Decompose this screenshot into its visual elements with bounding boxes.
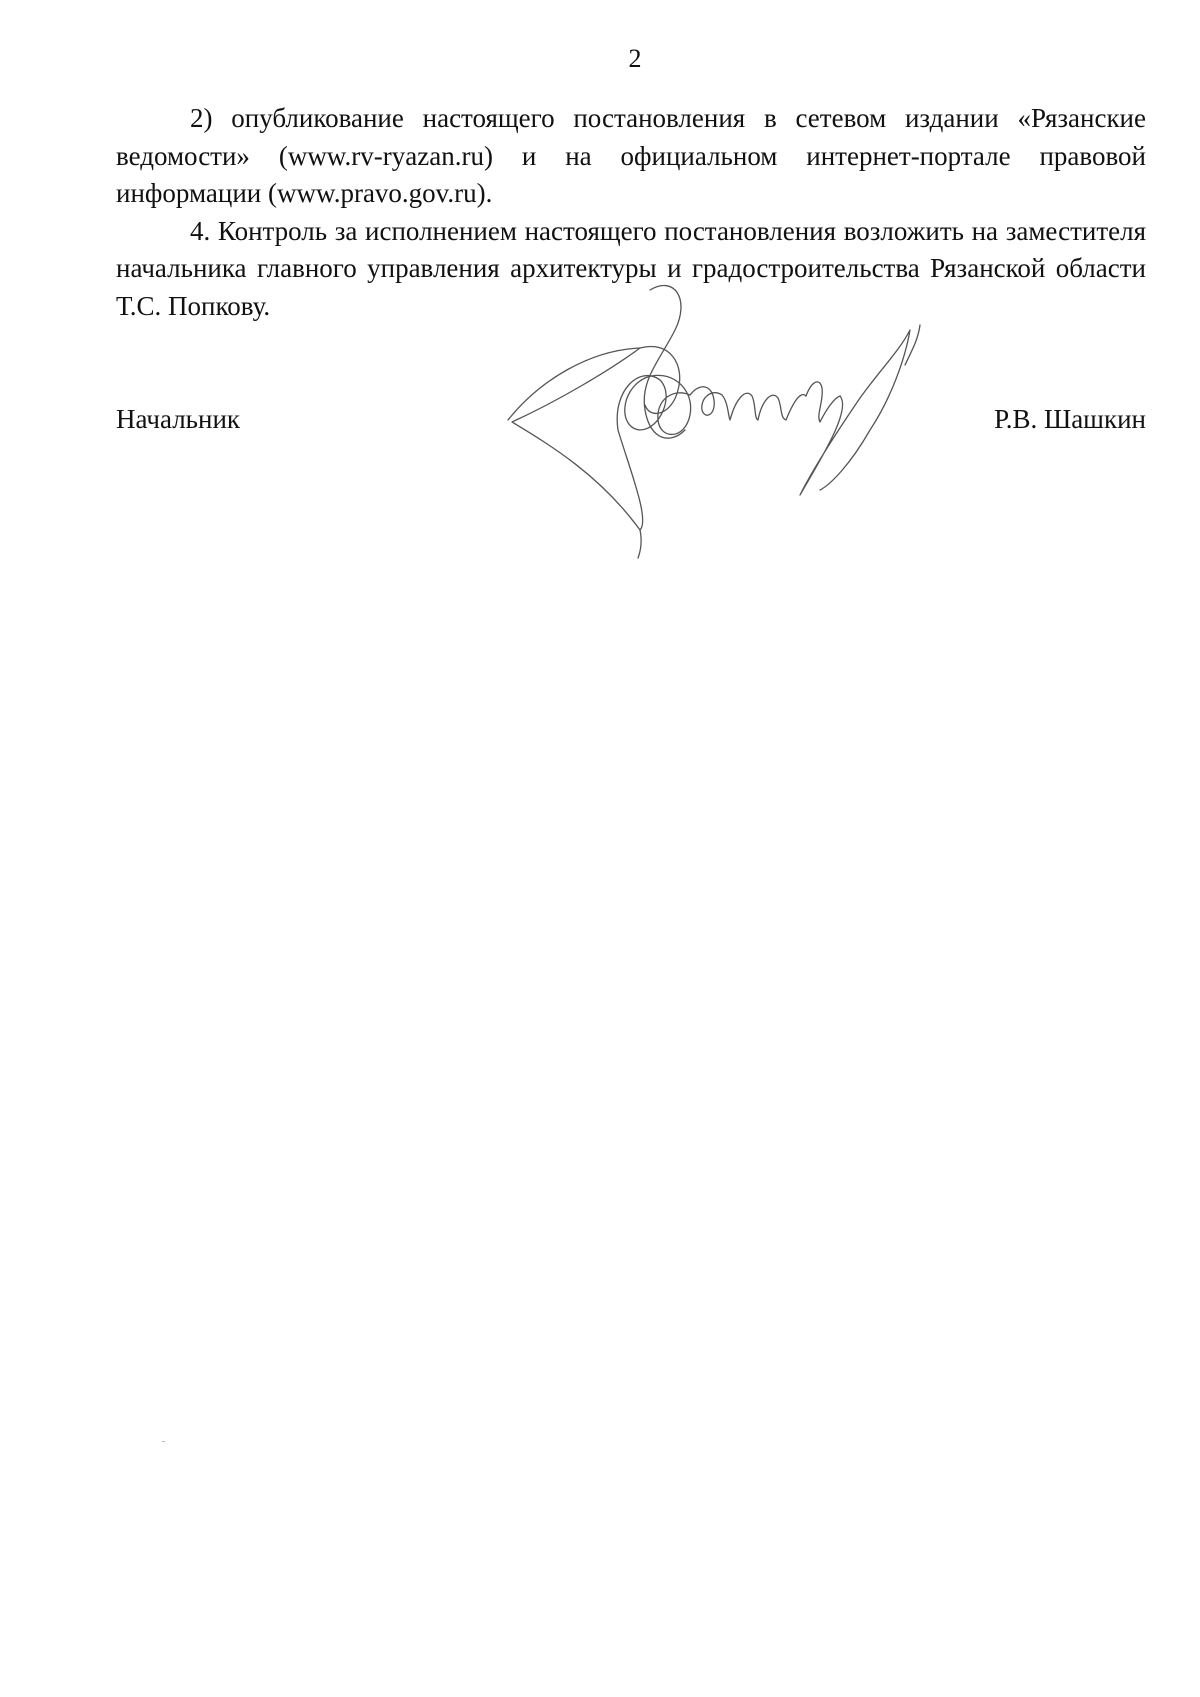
page-number: 2 bbox=[628, 44, 642, 73]
paragraph-publication: 2) опубликование настоящего постановления в сетевом издании «Рязанские ведомости» (www.rv-ryazan.ru) и на официальном интернет-портале правовой информации (www.pravo.gov.ru). bbox=[116, 103, 1146, 208]
handwritten-signature bbox=[500, 270, 950, 560]
signatory-title: Начальник bbox=[116, 404, 241, 434]
signatory-name: Р.В. Шашкин bbox=[994, 404, 1146, 434]
paragraph-control: 4. Контроль за исполнением настоящего постановления возложить на заместителя начальника главного управления архитектуры и градостроительства Рязанской области Т.С. Попкову. bbox=[116, 215, 1146, 321]
scan-artifact bbox=[162, 1441, 165, 1442]
